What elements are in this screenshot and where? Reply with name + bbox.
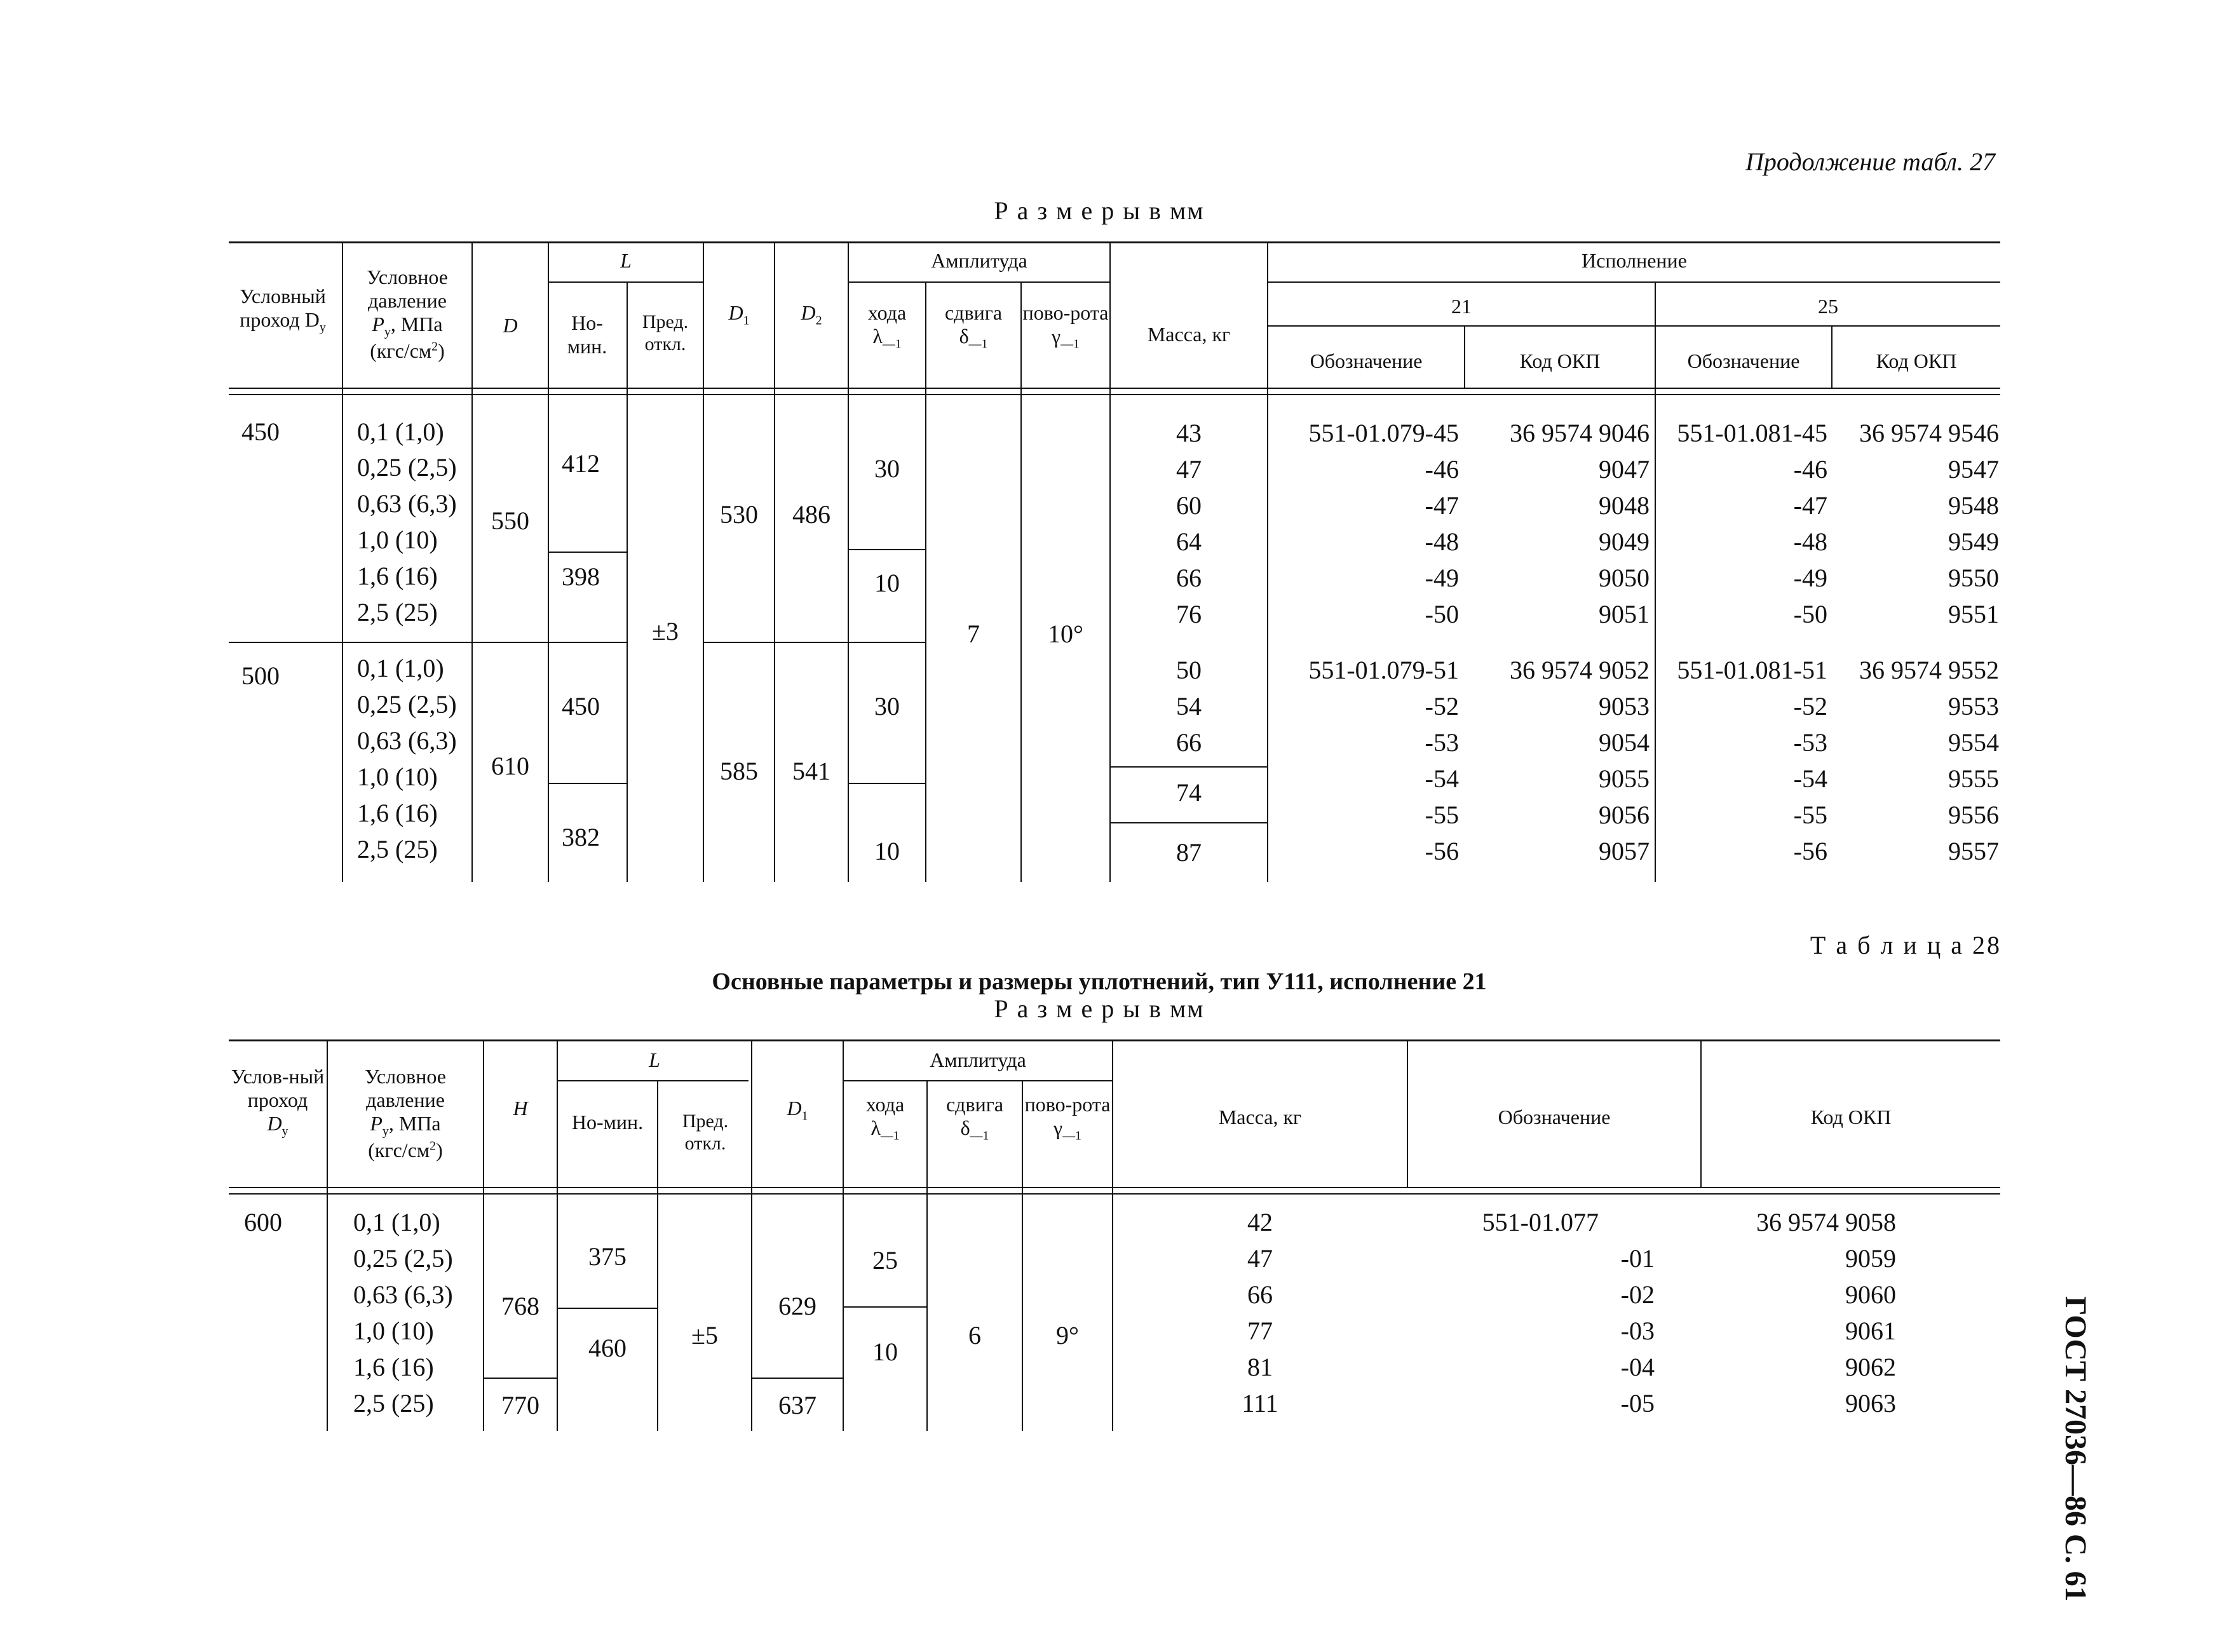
kod21-value: 9049 xyxy=(1599,527,1650,556)
pressure-value: 0,1 (1,0) xyxy=(357,654,444,682)
t28-header-L-nom: Но-мин. xyxy=(571,1111,644,1134)
kod21-value: 9048 xyxy=(1599,491,1650,520)
t28-pressure-value: 1,0 (10) xyxy=(353,1317,434,1345)
t28-mass-value: 66 xyxy=(1247,1280,1273,1309)
hoda-value: 30 xyxy=(874,454,900,483)
rule xyxy=(848,549,926,550)
t28-kod-value: 9059 xyxy=(1845,1244,1896,1273)
rule xyxy=(471,241,473,882)
oboz21-value: -46 xyxy=(1425,455,1459,484)
header-oboz-21: Обозначение xyxy=(1310,349,1423,372)
L-nom-value: 450 xyxy=(562,692,600,721)
kod21-value: 9053 xyxy=(1599,692,1650,721)
rule xyxy=(843,1306,926,1308)
pressure-value: 1,6 (16) xyxy=(357,562,438,590)
side-page-label: ГОСТ 27036—86 С. 61 xyxy=(2059,1296,2092,1602)
t28-header-pressure: Условное давление $P_у$, МПа $(кгс/см^2)$ xyxy=(365,1065,446,1161)
rule xyxy=(557,1080,749,1081)
t28-header-amplitude: Амплитуда xyxy=(930,1048,1026,1071)
kod25-value: 9555 xyxy=(1948,764,1999,793)
header-D: D xyxy=(503,314,518,337)
oboz25-value: 551-01.081-45 xyxy=(1677,419,1827,447)
t28-label: Т а б л и ц а 28 xyxy=(1810,931,2002,959)
oboz21-value: -54 xyxy=(1425,764,1459,793)
t28-pressure-value: 0,25 (2,5) xyxy=(353,1244,453,1273)
L-pred-value: ±3 xyxy=(652,617,679,646)
oboz21-value: -49 xyxy=(1425,564,1459,592)
oboz25-value: -48 xyxy=(1793,527,1827,556)
t28-hoda-value: 25 xyxy=(872,1246,898,1275)
oboz25-value: -46 xyxy=(1793,455,1827,484)
kod21-value: 9047 xyxy=(1599,455,1650,484)
mass-value: 76 xyxy=(1176,600,1202,628)
D2-value: 541 xyxy=(792,757,830,785)
rule xyxy=(229,642,628,643)
header-hoda: хода $\lambda_{—1}$ xyxy=(867,301,907,351)
header-pressure: Условное давление $P_у$, МПа $(кгс/см^2)$ xyxy=(367,266,448,362)
t28-L-pred-value: ±5 xyxy=(691,1321,718,1350)
t28-hoda-value: 10 xyxy=(872,1337,898,1366)
oboz25-value: -56 xyxy=(1793,837,1827,865)
kod25-value: 9556 xyxy=(1948,801,1999,829)
t28-povorota-value: 9° xyxy=(1056,1321,1079,1350)
t28-oboz-value: -04 xyxy=(1620,1353,1655,1381)
t28-D1-value: 629 xyxy=(778,1292,816,1320)
header-isp-25: 25 xyxy=(1818,295,1838,318)
rule xyxy=(627,281,628,882)
L-nom-value: 382 xyxy=(562,823,600,851)
t28-header-sdviga: сдвига $\delta_{—1}$ xyxy=(945,1093,1004,1143)
oboz21-value: -53 xyxy=(1425,728,1459,757)
oboz21-value: -48 xyxy=(1425,527,1459,556)
header-dy: Условный проход $D_у$ xyxy=(240,285,326,335)
rule xyxy=(848,281,1109,283)
rule xyxy=(774,241,775,882)
t28-title: Основные параметры и размеры уплотнений, тип У111, исполнение 21 xyxy=(712,968,1487,995)
rule xyxy=(703,241,704,882)
t28-oboz-value: -05 xyxy=(1620,1389,1655,1418)
header-kod-25: Код ОКП xyxy=(1876,349,1957,372)
kod25-value: 9553 xyxy=(1948,692,1999,721)
t28-header-oboz: Обозначение xyxy=(1498,1106,1611,1128)
rule xyxy=(557,1308,657,1309)
D1-value: 530 xyxy=(720,500,758,529)
t28-H-value: 770 xyxy=(501,1391,539,1419)
t28-mass-value: 42 xyxy=(1247,1208,1273,1236)
header-kod-21: Код ОКП xyxy=(1519,349,1601,372)
kod25-value: 9550 xyxy=(1948,564,1999,592)
rule xyxy=(843,1080,1112,1081)
oboz21-value: -52 xyxy=(1425,692,1459,721)
pressure-value: 2,5 (25) xyxy=(357,598,438,626)
header-L: L xyxy=(620,249,632,272)
pressure-value: 0,25 (2,5) xyxy=(357,690,457,719)
rule xyxy=(1267,281,2000,283)
mass-value: 54 xyxy=(1176,692,1202,721)
t28-header-dy: Услов-ный проход $D_у$ xyxy=(231,1065,325,1138)
pressure-value: 0,25 (2,5) xyxy=(357,453,457,482)
L-nom-value: 412 xyxy=(562,449,600,478)
kod21-value: 36 9574 9052 xyxy=(1510,656,1650,684)
header-D2: $D_2$ xyxy=(801,301,822,328)
oboz25-value: -52 xyxy=(1793,692,1827,721)
header-ispolnenie: Исполнение xyxy=(1582,249,1687,272)
oboz25-value: -54 xyxy=(1793,764,1827,793)
rule xyxy=(229,394,2000,395)
oboz25-value: -50 xyxy=(1793,600,1827,628)
header-mass: Масса, кг xyxy=(1147,323,1231,346)
rule xyxy=(703,642,925,643)
oboz25-value: -55 xyxy=(1793,801,1827,829)
rule xyxy=(1267,325,2000,327)
t28-sdviga-value: 6 xyxy=(968,1321,981,1350)
header-sdviga: сдвига $\delta_{—1}$ xyxy=(944,301,1003,351)
t28-pressure-value: 2,5 (25) xyxy=(353,1389,434,1418)
continuation-label: Продолжение табл. 27 xyxy=(1745,147,1995,176)
oboz21-value: -55 xyxy=(1425,801,1459,829)
t28-L-nom-value: 460 xyxy=(588,1334,627,1362)
t28-oboz-value: -03 xyxy=(1620,1317,1655,1345)
t28-dy-value: 600 xyxy=(244,1208,282,1236)
oboz25-value: -47 xyxy=(1793,491,1827,520)
rule xyxy=(751,1378,843,1379)
kod21-value: 9056 xyxy=(1599,801,1650,829)
t28-L-nom-value: 375 xyxy=(588,1242,627,1271)
pressure-value: 2,5 (25) xyxy=(357,835,438,863)
oboz21-value: 551-01.079-51 xyxy=(1308,656,1459,684)
t28-oboz-value: -01 xyxy=(1620,1244,1655,1273)
mass-value: 60 xyxy=(1176,491,1202,520)
rule xyxy=(925,281,926,882)
mass-value: 66 xyxy=(1176,728,1202,757)
rule xyxy=(483,1378,557,1379)
sdviga-value: 7 xyxy=(967,620,980,648)
header-D1: $D_1$ xyxy=(728,301,750,328)
L-nom-value: 398 xyxy=(562,562,600,591)
pressure-value: 0,63 (6,3) xyxy=(357,489,457,518)
rule xyxy=(548,552,627,553)
rule xyxy=(657,1080,658,1431)
mass-value: 64 xyxy=(1176,527,1202,556)
rule xyxy=(229,1039,2000,1041)
header-L-nom: Но-мин. xyxy=(567,311,607,358)
rule xyxy=(229,1193,2000,1195)
t28-mass-value: 47 xyxy=(1247,1244,1273,1273)
dy-value: 450 xyxy=(241,417,280,446)
oboz21-value: -47 xyxy=(1425,491,1459,520)
oboz21-value: -50 xyxy=(1425,600,1459,628)
kod25-value: 9551 xyxy=(1948,600,1999,628)
t28-mass-value: 111 xyxy=(1242,1389,1278,1418)
oboz21-value: -56 xyxy=(1425,837,1459,865)
pressure-value: 1,0 (10) xyxy=(357,525,438,554)
t28-header-povorota: пово-рота $\gamma_{—1}$ xyxy=(1024,1093,1111,1143)
pressure-value: 1,0 (10) xyxy=(357,762,438,791)
rule xyxy=(848,783,926,784)
rule xyxy=(1020,281,1022,882)
pressure-value: 1,6 (16) xyxy=(357,799,438,827)
pressure-value: 0,1 (1,0) xyxy=(357,417,444,446)
kod21-value: 9057 xyxy=(1599,837,1650,865)
kod25-value: 9549 xyxy=(1948,527,1999,556)
t28-units-caption: Р а з м е р ы в мм xyxy=(994,994,1205,1023)
mass-value: 47 xyxy=(1176,455,1202,484)
t28-kod-value: 9063 xyxy=(1845,1389,1896,1418)
t28-oboz-value: -02 xyxy=(1620,1280,1655,1309)
t28-mass-value: 77 xyxy=(1247,1317,1273,1345)
t28-header-kod: Код ОКП xyxy=(1810,1106,1892,1128)
t28-header-H: H xyxy=(513,1097,528,1120)
t27-units-caption: Р а з м е р ы в мм xyxy=(994,196,1205,225)
D-value: 550 xyxy=(491,506,529,535)
kod25-value: 9554 xyxy=(1948,728,1999,757)
t28-kod-value: 9062 xyxy=(1845,1353,1896,1381)
kod25-value: 9547 xyxy=(1948,455,1999,484)
header-isp-21: 21 xyxy=(1451,295,1472,318)
mass-value: 74 xyxy=(1176,778,1202,807)
header-L-pred: Пред. откл. xyxy=(642,311,689,355)
rule xyxy=(557,1039,558,1431)
header-povorota: пово-рота $\gamma_{—1}$ xyxy=(1022,301,1109,351)
t28-header-hoda: хода $\lambda_{—1}$ xyxy=(865,1093,905,1143)
dy-value: 500 xyxy=(241,661,280,690)
rule xyxy=(229,388,2000,389)
rule xyxy=(1109,822,1267,823)
t28-pressure-value: 0,63 (6,3) xyxy=(353,1280,453,1309)
t28-header-L-pred: Пред. откл. xyxy=(682,1111,729,1154)
t28-pressure-value: 1,6 (16) xyxy=(353,1353,434,1381)
t28-kod-value: 9061 xyxy=(1845,1317,1896,1345)
kod21-value: 9054 xyxy=(1599,728,1650,757)
t28-mass-value: 81 xyxy=(1247,1353,1273,1381)
rule xyxy=(1109,766,1267,768)
pressure-value: 0,63 (6,3) xyxy=(357,726,457,755)
kod21-value: 9050 xyxy=(1599,564,1650,592)
kod25-value: 36 9574 9546 xyxy=(1859,419,1999,447)
hoda-value: 10 xyxy=(874,569,900,597)
rule xyxy=(548,241,549,882)
povorota-value: 10° xyxy=(1048,620,1083,648)
t28-kod-value: 36 9574 9058 xyxy=(1756,1208,1896,1236)
oboz25-value: -53 xyxy=(1793,728,1827,757)
rule xyxy=(548,783,627,784)
t28-header-mass: Масса, кг xyxy=(1218,1106,1302,1128)
header-amplitude: Амплитуда xyxy=(931,249,1027,272)
kod25-value: 9548 xyxy=(1948,491,1999,520)
oboz25-value: -49 xyxy=(1793,564,1827,592)
kod21-value: 9051 xyxy=(1599,600,1650,628)
D2-value: 486 xyxy=(792,500,830,529)
rule xyxy=(548,281,703,283)
D1-value: 585 xyxy=(720,757,758,785)
kod25-value: 36 9574 9552 xyxy=(1859,656,1999,684)
rule xyxy=(229,1187,2000,1188)
t28-header-L: L xyxy=(649,1048,660,1071)
D-value: 610 xyxy=(491,752,529,780)
hoda-value: 10 xyxy=(874,837,900,865)
mass-value: 43 xyxy=(1176,419,1202,447)
kod25-value: 9557 xyxy=(1948,837,1999,865)
mass-value: 66 xyxy=(1176,564,1202,592)
oboz21-value: 551-01.079-45 xyxy=(1308,419,1459,447)
t28-pressure-value: 0,1 (1,0) xyxy=(353,1208,440,1236)
oboz25-value: 551-01.081-51 xyxy=(1677,656,1827,684)
mass-value: 50 xyxy=(1176,656,1202,684)
hoda-value: 30 xyxy=(874,692,900,721)
t28-oboz-value: 551-01.077 xyxy=(1482,1208,1599,1236)
t28-H-value: 768 xyxy=(501,1292,539,1320)
t28-D1-value: 637 xyxy=(778,1391,816,1419)
rule xyxy=(229,241,2000,243)
t28-header-D1: $D_1$ xyxy=(787,1097,808,1123)
t28-kod-value: 9060 xyxy=(1845,1280,1896,1309)
header-oboz-25: Обозначение xyxy=(1687,349,1800,372)
kod21-value: 9055 xyxy=(1599,764,1650,793)
kod21-value: 36 9574 9046 xyxy=(1510,419,1650,447)
mass-value: 87 xyxy=(1176,838,1202,867)
